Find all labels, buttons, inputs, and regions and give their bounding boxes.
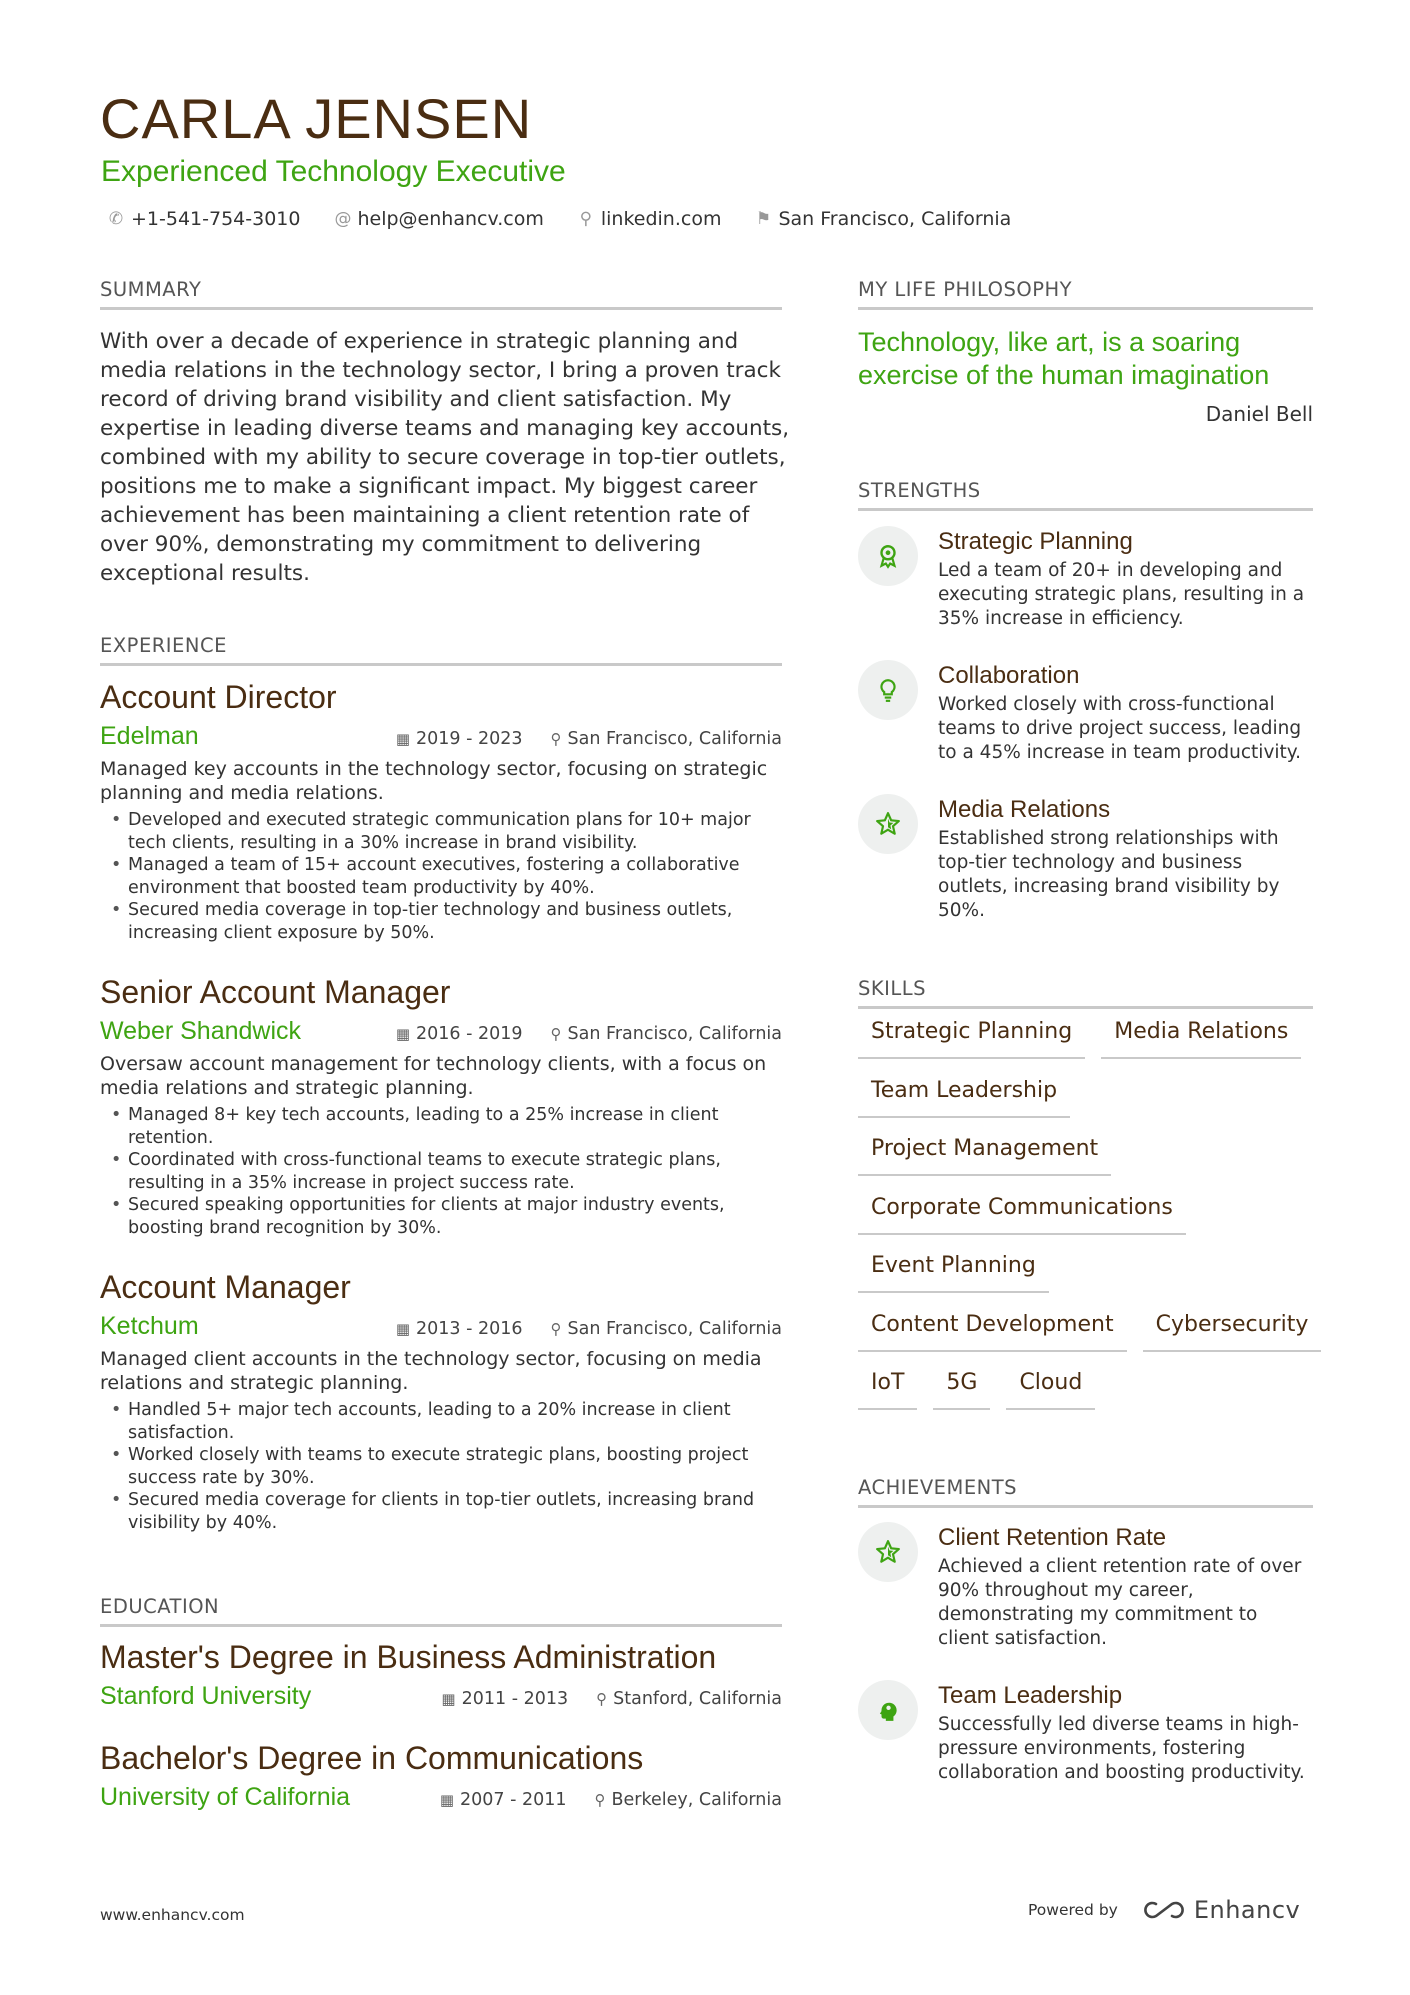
skills-list bbox=[858, 1013, 1318, 1423]
skill-tag: Cybersecurity bbox=[1143, 1306, 1322, 1352]
job-bullets bbox=[100, 809, 782, 944]
star-icon bbox=[858, 1522, 918, 1582]
job-bullet: • Secured media coverage in top-tier technology and business outlets, increasing client exposure by 50%. bbox=[100, 899, 782, 944]
achievements-heading: ACHIEVEMENTS bbox=[858, 1476, 1313, 1508]
education-entry bbox=[100, 1639, 782, 1711]
skill-tag: Event Planning bbox=[858, 1247, 1049, 1293]
skill-tag: Strategic Planning bbox=[858, 1013, 1085, 1059]
job-bullet: • Secured media coverage for clients in top-tier outlets, increasing brand visibility by 40%. bbox=[100, 1489, 782, 1534]
location-icon: ⚲ bbox=[596, 1690, 608, 1708]
job-bullet: • Managed 8+ key tech accounts, leading to a 25% increase in client retention. bbox=[100, 1104, 782, 1149]
contact-linkedin-text: linkedin.com bbox=[600, 208, 722, 230]
summary-text: With over a decade of experience in strategic planning and media relations in the technology sector, I bring a proven track record of driving brand visibility and client satisfaction. My expertise in leading diverse teams and managing key accounts, combined with my ability to secure coverage in top-tier outlets, positions me to make a significant impact. My biggest career achievement has been maintaining a client retention rate of over 90%, demonstrating my commitment to delivering exceptional results. bbox=[100, 329, 790, 586]
skill-tag: IoT bbox=[858, 1364, 917, 1410]
job-company: Edelman bbox=[100, 722, 199, 750]
school-name: University of California bbox=[100, 1783, 351, 1811]
candidate-title: Experienced Technology Executive bbox=[101, 155, 566, 188]
job-location: San Francisco, California bbox=[567, 729, 782, 749]
job-bullet: • Coordinated with cross-functional teams to execute strategic plans, resulting in a 35% increase in project success rate. bbox=[100, 1149, 782, 1194]
contact-location-text: San Francisco, California bbox=[778, 208, 1012, 230]
contact-location bbox=[755, 208, 1011, 230]
job-dates: 2019 - 2023 bbox=[416, 729, 523, 749]
job-title: Account Manager bbox=[100, 1269, 351, 1305]
philosophy-quote: Technology, like art, is a soaring exercise of the human imagination bbox=[858, 327, 1270, 390]
strength-title: Strategic Planning bbox=[938, 528, 1133, 555]
job-entry bbox=[100, 1269, 782, 1534]
job-description: Managed key accounts in the technology sector, focusing on strategic planning and media relations. bbox=[100, 758, 768, 804]
footer-website[interactable]: www.enhancv.com bbox=[100, 1906, 245, 1924]
enhancv-logo-icon bbox=[1142, 1898, 1186, 1922]
strength-title: Media Relations bbox=[938, 796, 1111, 823]
job-bullet: • Secured speaking opportunities for clients at major industry events, boosting brand recognition by 30%. bbox=[100, 1194, 782, 1239]
job-location: San Francisco, California bbox=[567, 1319, 782, 1339]
education-location: Stanford, California bbox=[613, 1689, 782, 1709]
job-bullets bbox=[100, 1104, 782, 1239]
education-entry bbox=[100, 1740, 782, 1812]
strength-title: Collaboration bbox=[938, 662, 1080, 689]
at-icon: @ bbox=[334, 209, 352, 229]
skill-tag: Cloud bbox=[1006, 1364, 1095, 1410]
calendar-icon: ▦ bbox=[395, 1025, 411, 1043]
job-entry bbox=[100, 974, 782, 1239]
skill-tag: Team Leadership bbox=[858, 1072, 1070, 1118]
achievement-text: Successfully led diverse teams in high-pressure environments, fostering collaboration and boosting productivity. bbox=[938, 1714, 1305, 1783]
footer-branding bbox=[1028, 1896, 1300, 1924]
skills-heading: SKILLS bbox=[858, 977, 1313, 1009]
strength-text: Worked closely with cross-functional teams to drive project success, leading to a 45% increase in team productivity. bbox=[938, 694, 1302, 763]
location-icon: ⚲ bbox=[550, 1320, 562, 1338]
strength-text: Led a team of 20+ in developing and executing strategic plans, resulting in a 35% increase in efficiency. bbox=[938, 560, 1305, 629]
skill-tag: 5G bbox=[933, 1364, 990, 1410]
achievement-item bbox=[858, 1682, 1313, 1785]
ribbon-icon bbox=[858, 526, 918, 586]
job-dates: 2013 - 2016 bbox=[416, 1319, 523, 1339]
quote-author: Daniel Bell bbox=[1205, 402, 1313, 426]
star-icon bbox=[858, 794, 918, 854]
brain-icon bbox=[858, 1680, 918, 1740]
philosophy-heading: MY LIFE PHILOSOPHY bbox=[858, 278, 1313, 310]
education-heading: EDUCATION bbox=[100, 1595, 782, 1627]
brand-logo[interactable] bbox=[1142, 1896, 1300, 1924]
contact-email[interactable] bbox=[334, 208, 543, 230]
location-icon: ⚲ bbox=[550, 730, 562, 748]
education-dates: 2011 - 2013 bbox=[461, 1689, 569, 1709]
brand-name: Enhancv bbox=[1193, 1896, 1301, 1924]
powered-by-label: Powered by bbox=[1028, 1901, 1118, 1919]
job-title: Senior Account Manager bbox=[100, 974, 451, 1010]
strength-item bbox=[858, 528, 1313, 631]
summary-heading: SUMMARY bbox=[100, 278, 782, 310]
job-bullet: • Developed and executed strategic communication plans for 10+ major tech clients, resulting in a 30% increase in brand visibility. bbox=[100, 809, 782, 854]
contact-phone-text: +1-541-754-3010 bbox=[131, 208, 301, 230]
job-description: Oversaw account management for technology clients, with a focus on media relations and strategic planning. bbox=[100, 1053, 767, 1099]
job-title: Account Director bbox=[100, 679, 337, 715]
skill-tag: Corporate Communications bbox=[858, 1189, 1186, 1235]
calendar-icon: ▦ bbox=[395, 730, 411, 748]
contact-linkedin[interactable] bbox=[578, 208, 722, 230]
strength-item bbox=[858, 662, 1313, 765]
lightbulb-icon bbox=[858, 660, 918, 720]
strengths-heading: STRENGTHS bbox=[858, 479, 1313, 511]
contact-phone[interactable] bbox=[108, 208, 300, 230]
location-icon: ⚲ bbox=[550, 1025, 562, 1043]
education-location: Berkeley, California bbox=[611, 1790, 782, 1810]
calendar-icon: ▦ bbox=[439, 1791, 455, 1809]
achievement-title: Client Retention Rate bbox=[938, 1524, 1167, 1551]
strength-item bbox=[858, 796, 1313, 923]
contact-email-text: help@enhancv.com bbox=[357, 208, 544, 230]
job-bullet: • Worked closely with teams to execute strategic plans, boosting project success rate by 30%. bbox=[100, 1444, 782, 1489]
degree-title: Bachelor's Degree in Communications bbox=[100, 1740, 644, 1776]
contact-bar bbox=[108, 208, 1011, 230]
phone-icon: ✆ bbox=[108, 209, 124, 229]
skill-tag: Project Management bbox=[858, 1130, 1111, 1176]
job-dates: 2016 - 2019 bbox=[416, 1024, 523, 1044]
calendar-icon: ▦ bbox=[441, 1690, 456, 1708]
strength-text: Established strong relationships with top-tier technology and business outlets, increasing brand visibility by 50%. bbox=[938, 828, 1280, 921]
location-icon: ⚲ bbox=[594, 1791, 606, 1809]
education-dates: 2007 - 2011 bbox=[460, 1790, 567, 1810]
job-bullets bbox=[100, 1399, 782, 1534]
skill-tag: Media Relations bbox=[1101, 1013, 1301, 1059]
job-location: San Francisco, California bbox=[567, 1024, 782, 1044]
location-icon: ⚑ bbox=[755, 209, 772, 229]
school-name: Stanford University bbox=[100, 1682, 312, 1710]
job-entry bbox=[100, 679, 782, 944]
achievement-item bbox=[858, 1524, 1313, 1651]
job-company: Ketchum bbox=[100, 1312, 199, 1340]
job-company: Weber Shandwick bbox=[100, 1017, 302, 1045]
job-bullet: • Managed a team of 15+ account executives, fostering a collaborative environment that boosted team productivity by 40%. bbox=[100, 854, 782, 899]
candidate-name: CARLA JENSEN bbox=[100, 87, 533, 150]
job-description: Managed client accounts in the technology sector, focusing on media relations and strategic planning. bbox=[100, 1348, 762, 1394]
achievement-text: Achieved a client retention rate of over 90% throughout my career, demonstrating my commitment to client satisfaction. bbox=[938, 1556, 1302, 1649]
calendar-icon: ▦ bbox=[395, 1320, 411, 1338]
job-bullet: • Handled 5+ major tech accounts, leading to a 20% increase in client satisfaction. bbox=[100, 1399, 782, 1444]
experience-heading: EXPERIENCE bbox=[100, 634, 782, 666]
link-icon: ⚲ bbox=[579, 209, 593, 229]
achievement-title: Team Leadership bbox=[938, 1682, 1123, 1709]
degree-title: Master's Degree in Business Administration bbox=[100, 1639, 717, 1675]
skill-tag: Content Development bbox=[858, 1306, 1127, 1352]
